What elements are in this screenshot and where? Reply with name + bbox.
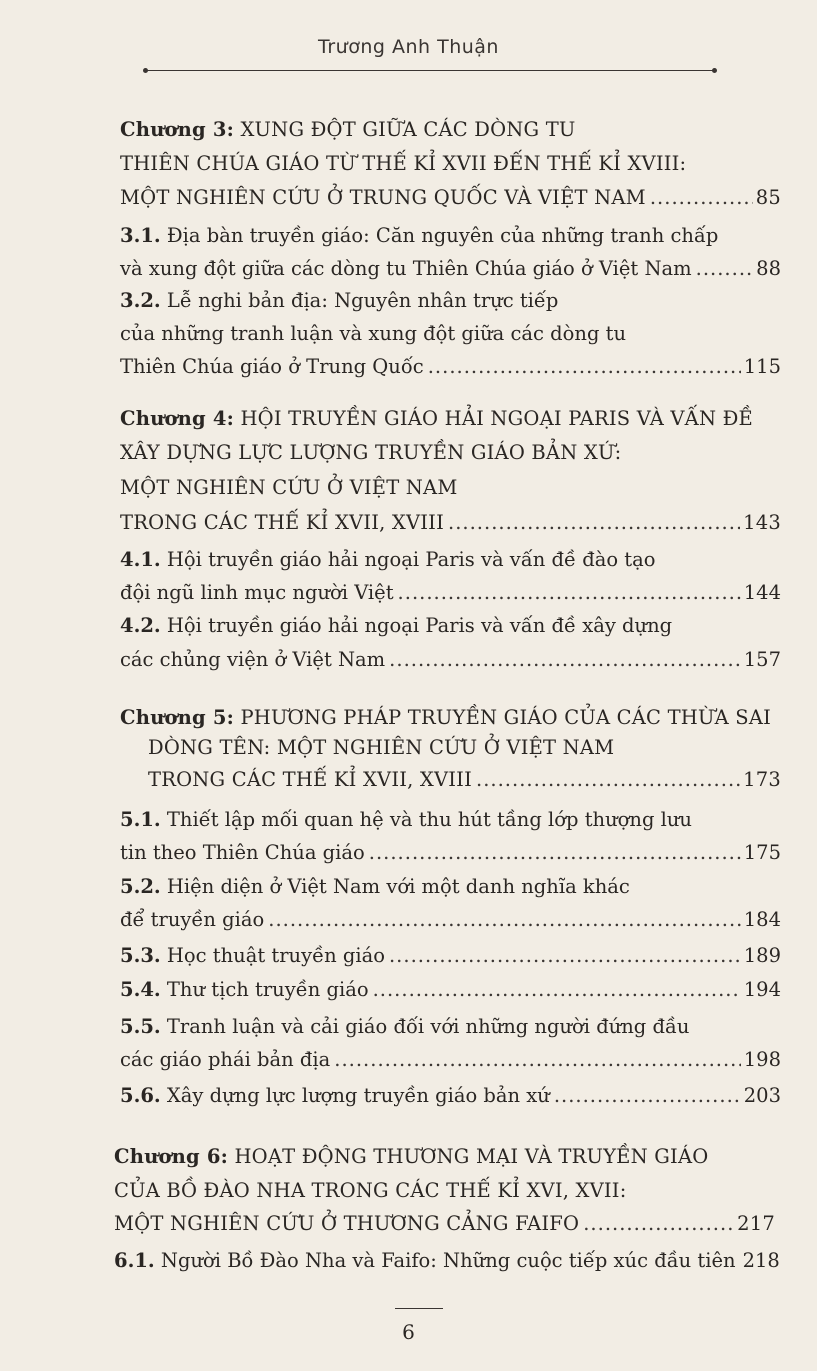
section-title-text: tin theo Thiên Chúa giáo: [120, 841, 365, 864]
section-title-text: để truyền giáo: [120, 908, 265, 931]
toc-chapter-5-entry[interactable]: [148, 765, 781, 795]
section-title-text: Thiên Chúa giáo ở Trung Quốc: [120, 355, 424, 378]
dot-leader: [398, 578, 741, 608]
chapter-label: Chương 3:: [120, 118, 235, 141]
section-number: 3.2.: [120, 289, 161, 312]
page-number: 198: [743, 1048, 781, 1071]
toc-section-3-1-entry[interactable]: [120, 254, 781, 284]
dot-leader: [369, 838, 741, 868]
section-title-text: Hội truyền giáo hải ngoại Paris và vấn đề xây dựng: [166, 614, 673, 637]
section-number: 4.1.: [120, 548, 161, 571]
dot-leader: [696, 254, 754, 284]
dot-leader: [554, 1081, 741, 1111]
footer-rule: [395, 1308, 443, 1309]
toc-section-5-3-entry[interactable]: [120, 941, 781, 971]
toc-section-5-6-entry[interactable]: [120, 1081, 781, 1111]
dot-leader: [428, 352, 741, 382]
chapter-title-text: HỘI TRUYỀN GIÁO HẢI NGOẠI PARIS VÀ VẤN ĐỀ: [240, 407, 753, 430]
section-number: 5.6.: [120, 1084, 161, 1107]
page-number: 173: [743, 768, 781, 791]
dot-leader: [334, 1045, 741, 1075]
toc-chapter-4-line-3: MỘT NGHIÊN CỨU Ở VIỆT NAM: [120, 476, 458, 499]
toc-section-4-1-line-1: [120, 545, 655, 575]
chapter-title-text: TRONG CÁC THẾ KỈ XVII, XVIII: [148, 768, 472, 791]
page-number: 217: [737, 1212, 775, 1235]
dot-leader: [583, 1209, 734, 1239]
page-number: 144: [743, 581, 781, 604]
section-number: 3.1.: [120, 224, 161, 247]
section-number: 5.3.: [120, 944, 161, 967]
toc-section-5-4-entry[interactable]: [120, 975, 781, 1005]
page-number: 85: [755, 186, 781, 209]
section-number: 5.4.: [120, 978, 161, 1001]
section-title-text: các chủng viện ở Việt Nam: [120, 648, 386, 671]
toc-section-4-2-line-1: [120, 611, 672, 641]
section-number: 5.1.: [120, 808, 161, 831]
toc-chapter-6-line-1: [114, 1142, 708, 1172]
section-number: 5.5.: [120, 1015, 161, 1038]
toc-section-5-2-line-1: [120, 872, 630, 902]
section-title-text: đội ngũ linh mục người Việt: [120, 581, 394, 604]
page-number: 157: [743, 648, 781, 671]
page-number: 218: [742, 1249, 780, 1272]
chapter-label: Chương 5:: [120, 706, 235, 729]
section-title-text: và xung đột giữa các dòng tu Thiên Chúa giáo ở Việt Nam: [120, 257, 692, 280]
dot-leader: [650, 183, 753, 213]
toc-chapter-5-line-2: DÒNG TÊN: MỘT NGHIÊN CỨU Ở VIỆT NAM: [148, 736, 615, 759]
dot-leader: [389, 941, 741, 971]
chapter-title-text: HOẠT ĐỘNG THƯƠNG MẠI VÀ TRUYỀN GIÁO: [234, 1145, 709, 1168]
section-title-text: Hội truyền giáo hải ngoại Paris và vấn đề đào tạo: [166, 548, 656, 571]
section-title-text: Học thuật truyền giáo: [166, 944, 385, 967]
toc-chapter-4-entry[interactable]: [120, 508, 781, 538]
dot-leader: [448, 508, 740, 538]
toc-chapter-4-line-1: [120, 404, 753, 434]
toc-section-5-5-entry[interactable]: [120, 1045, 781, 1075]
dot-leader: [389, 645, 741, 675]
toc-section-3-2-line-2: của những tranh luận và xung đột giữa các dòng tu: [120, 322, 627, 345]
toc-chapter-5-line-1: [120, 703, 771, 733]
toc-chapter-4-line-2: XÂY DỰNG LỰC LƯỢNG TRUYỀN GIÁO BẢN XỨ:: [120, 441, 622, 464]
chapter-label: Chương 6:: [114, 1145, 229, 1168]
section-title-text: các giáo phái bản địa: [120, 1048, 331, 1071]
chapter-title-text: XUNG ĐỘT GIỮA CÁC DÒNG TU: [240, 118, 576, 141]
section-number: 5.2.: [120, 875, 161, 898]
chapter-title-text: PHƯƠNG PHÁP TRUYỀN GIÁO CỦA CÁC THỪA SAI: [240, 706, 772, 729]
chapter-title-text: MỘT NGHIÊN CỨU Ở THƯƠNG CẢNG FAIFO: [114, 1212, 580, 1235]
toc-chapter-6-entry[interactable]: [114, 1209, 775, 1239]
page-number: 88: [756, 257, 781, 280]
toc-chapter-6-line-2: CỦA BỒ ĐÀO NHA TRONG CÁC THẾ KỈ XVI, XVII:: [114, 1179, 627, 1202]
section-title-text: Người Bồ Đào Nha và Faifo: Những cuộc tiếp xúc đầu tiên: [160, 1249, 736, 1272]
toc-section-5-1-entry[interactable]: [120, 838, 781, 868]
section-title-text: Lễ nghi bản địa: Nguyên nhân trực tiếp: [166, 289, 559, 312]
toc-chapter-3-line-2: THIÊN CHÚA GIÁO TỪ THẾ KỈ XVII ĐẾN THẾ KỈ XVIII:: [120, 152, 687, 175]
toc-section-3-1-line-1: [120, 221, 718, 251]
section-title-text: Thiết lập mối quan hệ và thu hút tầng lớp thượng lưu: [166, 808, 692, 831]
section-title-text: Hiện diện ở Việt Nam với một danh nghĩa khác: [166, 875, 630, 898]
toc-section-5-5-line-1: [120, 1012, 689, 1042]
toc-section-5-2-entry[interactable]: [120, 905, 781, 935]
section-number: 6.1.: [114, 1249, 155, 1272]
chapter-title-text: MỘT NGHIÊN CỨU Ở TRUNG QUỐC VÀ VIỆT NAM: [120, 186, 646, 209]
toc-section-3-2-line-1: [120, 286, 558, 316]
page-number-footer: 6: [402, 1320, 415, 1344]
chapter-label: Chương 4:: [120, 407, 235, 430]
dot-leader: [373, 975, 741, 1005]
running-header-author: Trương Anh Thuận: [318, 36, 499, 58]
section-title-text: Thư tịch truyền giáo: [166, 978, 369, 1001]
chapter-title-text: TRONG CÁC THẾ KỈ XVII, XVIII: [120, 511, 444, 534]
toc-chapter-3-entry[interactable]: [120, 183, 781, 213]
toc-section-4-2-entry[interactable]: [120, 645, 781, 675]
toc-chapter-3-line-1: [120, 115, 576, 145]
toc-section-5-1-line-1: [120, 805, 692, 835]
page-number: 175: [743, 841, 781, 864]
page-number: 203: [743, 1084, 781, 1107]
toc-section-6-1-entry[interactable]: [114, 1246, 780, 1276]
page-number: 115: [743, 355, 781, 378]
toc-section-4-1-entry[interactable]: [120, 578, 781, 608]
page-number: 143: [743, 511, 781, 534]
page-number: 194: [743, 978, 781, 1001]
dot-leader: [476, 765, 740, 795]
dot-leader: [268, 905, 741, 935]
section-number: 4.2.: [120, 614, 161, 637]
section-title-text: Tranh luận và cải giáo đối với những người đứng đầu: [166, 1015, 690, 1038]
section-title-text: Địa bàn truyền giáo: Căn nguyên của những tranh chấp: [166, 224, 719, 247]
page-number: 189: [743, 944, 781, 967]
toc-section-3-2-entry[interactable]: [120, 352, 781, 382]
page-number: 184: [743, 908, 781, 931]
section-title-text: Xây dựng lực lượng truyền giáo bản xứ: [166, 1084, 550, 1107]
